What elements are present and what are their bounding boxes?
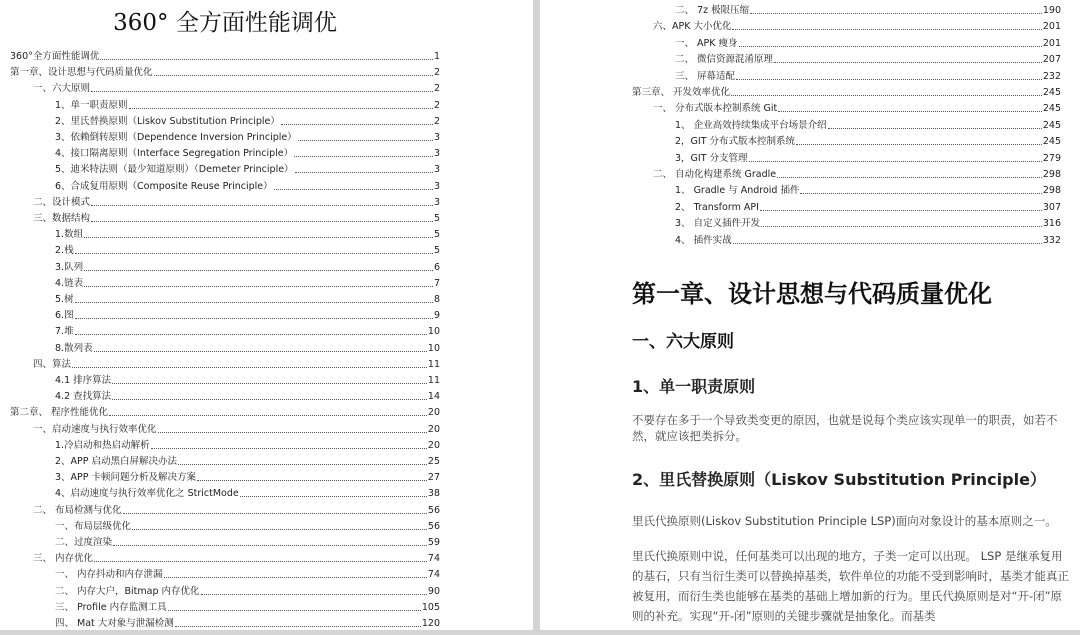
dot-leader — [113, 545, 427, 546]
toc-entry[interactable] — [653, 103, 1061, 115]
toc-entry[interactable] — [55, 278, 440, 290]
toc-entry[interactable] — [55, 343, 440, 355]
toc-entry[interactable] — [55, 229, 440, 241]
dot-leader — [123, 513, 427, 514]
toc-entry-page: 5 — [433, 245, 440, 257]
toc-entry-label: 一、 内存抖动和内存泄漏 — [55, 569, 163, 581]
toc-entry[interactable] — [55, 586, 440, 598]
toc-entry[interactable] — [33, 553, 440, 565]
content-page-right — [540, 0, 1080, 630]
toc-entry-page: 298 — [1042, 185, 1061, 197]
toc-entry-label: 8.散列表 — [55, 342, 93, 354]
dot-leader — [281, 124, 433, 125]
toc-entry-label: 二、 布局检测与优化 — [33, 504, 122, 516]
toc-entry[interactable] — [33, 424, 440, 436]
dot-leader — [84, 286, 433, 287]
dot-leader — [109, 415, 427, 416]
toc-entry-label: 三、 Profile 内存监测工具 — [55, 601, 167, 613]
toc-entry-label: 2、APP 启动黑白屏解决办法 — [55, 456, 178, 467]
toc-entry-label: 四、算法 — [33, 358, 72, 370]
toc-entry[interactable] — [55, 521, 440, 533]
toc-entry-page: 56 — [427, 504, 440, 516]
dot-leader — [749, 161, 1042, 162]
toc-entry-label: 5、迪米特法则（最少知道原则）（Demeter Principle） — [55, 164, 294, 176]
dot-leader — [295, 172, 433, 173]
toc-entry-label: 1、 Gradle 与 Android 插件 — [675, 185, 800, 197]
toc-entry-page: 332 — [1042, 234, 1061, 246]
toc-entry-page: 120 — [421, 618, 440, 629]
toc-entry-page: 74 — [427, 553, 440, 565]
subsection-heading: 1、单一职责原则 — [632, 377, 756, 396]
toc-entry[interactable] — [675, 235, 1061, 247]
toc-entry[interactable] — [653, 21, 1061, 33]
toc-entry[interactable] — [55, 245, 440, 257]
dot-leader — [739, 46, 1042, 47]
toc-entry-label: 第一章、设计思想与代码质量优化 — [10, 67, 153, 79]
dot-leader — [294, 156, 433, 157]
toc-entry-page: 2 — [433, 83, 440, 95]
toc-entry-page: 316 — [1042, 218, 1061, 230]
toc-entry[interactable] — [55, 618, 440, 630]
toc-entry[interactable] — [55, 164, 440, 176]
toc-entry-label: 2、 Transform API — [675, 201, 759, 213]
dot-leader — [796, 144, 1042, 145]
toc-entry-page: 307 — [1042, 201, 1061, 213]
toc-entry-page: 207 — [1042, 54, 1061, 66]
toc-entry-page: 74 — [427, 569, 440, 581]
toc-entry-page: 2 — [433, 67, 440, 79]
toc-entry[interactable] — [10, 407, 440, 419]
toc-entry-label: 一、布局层级优化 — [55, 520, 132, 532]
toc-entry-page: 5 — [433, 213, 440, 224]
toc-entry[interactable] — [55, 132, 440, 144]
toc-entry-page: 105 — [421, 601, 440, 613]
toc-page-left — [0, 0, 533, 630]
dot-leader — [94, 561, 427, 562]
toc-entry-page: 90 — [427, 585, 440, 597]
toc-entry-page: 6 — [433, 261, 440, 273]
toc-entry[interactable] — [675, 185, 1061, 197]
toc-entry-page: 7 — [433, 277, 440, 289]
toc-entry-label: 4.链表 — [55, 277, 84, 289]
toc-entry[interactable] — [675, 38, 1061, 50]
toc-entry[interactable] — [653, 169, 1061, 181]
toc-entry[interactable] — [675, 218, 1061, 230]
toc-entry[interactable] — [55, 440, 440, 452]
toc-entry-label: 3，GIT 分支管理 — [675, 152, 748, 164]
toc-entry-page: 11 — [427, 358, 440, 370]
toc-entry-label: 一、六大原则 — [33, 83, 91, 95]
document-title: 360° 全方面性能调优 — [113, 10, 337, 36]
toc-entry-page: 9 — [433, 310, 440, 322]
toc-entry[interactable] — [55, 391, 440, 403]
dot-leader — [91, 221, 433, 222]
dot-leader — [154, 75, 433, 76]
dot-leader — [240, 496, 427, 497]
toc-entry-label: 一、 分布式版本控制系统 Git — [653, 103, 778, 115]
toc-entry-page: 56 — [427, 520, 440, 532]
dot-leader — [828, 128, 1042, 129]
toc-entry-page: 298 — [1042, 169, 1061, 180]
toc-entry[interactable] — [33, 505, 440, 517]
toc-entry[interactable] — [55, 569, 440, 581]
toc-entry-page: 8 — [433, 294, 440, 305]
toc-entry-label: 6.图 — [55, 310, 74, 322]
dot-leader — [84, 270, 433, 271]
toc-entry-label: 6、合成复用原则（Composite Reuse Principle） — [55, 180, 273, 192]
toc-entry-page: 245 — [1042, 103, 1061, 115]
toc-entry-label: 3、APP 卡顿问题分析及解决方案 — [55, 472, 197, 484]
toc-entry-label: 3、 自定义插件开发 — [675, 218, 761, 230]
toc-entry[interactable] — [33, 83, 440, 95]
toc-entry[interactable] — [55, 116, 440, 128]
toc-entry-page: 27 — [427, 472, 440, 484]
toc-entry[interactable] — [55, 100, 440, 112]
dot-leader — [274, 189, 433, 190]
dot-leader — [75, 253, 433, 254]
toc-entry-label: 1、 企业高效持续集成平台场景介绍 — [675, 119, 827, 131]
paragraph: 里氏代换原则(Liskov Substitution Principle LSP)面向对象设计的基本原则之一。 — [632, 514, 1057, 528]
toc-entry-page: 11 — [427, 375, 440, 386]
dot-leader — [84, 237, 433, 238]
toc-entry-label: 二、 7z 极限压缩 — [675, 5, 750, 16]
dot-leader — [75, 302, 433, 303]
toc-entry-page: 14 — [427, 391, 440, 403]
toc-entry[interactable] — [55, 262, 440, 274]
toc-entry-page: 59 — [427, 537, 440, 548]
toc-entry[interactable] — [55, 602, 440, 614]
toc-entry-label: 4、启动速度与执行效率优化之 StrictMode — [55, 488, 239, 500]
dot-leader — [175, 626, 421, 627]
toc-entry-page: 190 — [1042, 5, 1061, 16]
toc-entry-label: 4、接口隔离原则（Interface Segregation Principle） — [55, 148, 294, 160]
toc-entry[interactable] — [10, 67, 440, 79]
toc-entry-label: 一、启动速度与执行效率优化 — [33, 423, 157, 435]
toc-entry-page: 25 — [427, 456, 440, 467]
toc-entry[interactable] — [55, 456, 440, 468]
toc-entry-label: 第二章、 程序性能优化 — [10, 407, 109, 419]
chapter-heading: 第一章、设计思想与代码质量优化 — [632, 280, 992, 308]
toc-entry-label: 二、设计模式 — [33, 196, 91, 208]
toc-entry-label: 三、数据结构 — [33, 213, 91, 224]
toc-entry-label: 2.栈 — [55, 245, 74, 257]
toc-entry-page: 245 — [1042, 136, 1061, 148]
dot-leader — [201, 594, 427, 595]
toc-entry[interactable] — [675, 120, 1061, 132]
dot-leader — [750, 13, 1042, 14]
dot-leader — [91, 91, 433, 92]
toc-entry-label: 3.队列 — [55, 261, 84, 273]
dot-leader — [800, 193, 1041, 194]
toc-entry-label: 二、 自动化构建系统 Gradle — [653, 169, 777, 180]
toc-entry-label: 4.1 排序算法 — [55, 375, 112, 386]
toc-entry-label: 四、 Mat 大对象与泄漏检测 — [55, 618, 174, 629]
toc-entry[interactable] — [675, 136, 1061, 148]
dot-leader — [736, 79, 1042, 80]
toc-entry-label: 一、 APK 瘦身 — [675, 37, 738, 49]
toc-entry-label: 4、 插件实战 — [675, 234, 732, 246]
toc-entry-label: 三、 屏幕适配 — [675, 70, 736, 82]
toc-entry-label: 4.2 查找算法 — [55, 391, 112, 403]
toc-entry-label: 5.树 — [55, 294, 74, 305]
toc-entry-page: 38 — [427, 488, 440, 500]
dot-leader — [129, 108, 433, 109]
toc-entry[interactable] — [675, 153, 1061, 165]
toc-entry-page: 201 — [1042, 21, 1061, 33]
toc-entry[interactable] — [33, 359, 440, 371]
toc-entry-label: 二、 内存大户，Bitmap 内存优化 — [55, 585, 200, 597]
dot-leader — [112, 383, 427, 384]
toc-entry-label: 第三章、 开发效率优化 — [632, 87, 731, 98]
dot-leader — [761, 226, 1042, 227]
toc-entry[interactable] — [10, 51, 440, 63]
toc-entry[interactable] — [55, 148, 440, 160]
toc-entry-page: 3 — [433, 132, 440, 143]
toc-entry-label: 二、 微信资源混淆原理 — [675, 54, 774, 66]
dot-leader — [298, 140, 433, 141]
toc-entry-label: 2，GIT 分布式版本控制系统 — [675, 136, 796, 148]
toc-entry[interactable] — [55, 326, 440, 338]
toc-entry[interactable] — [55, 294, 440, 306]
paragraph: 里氏代换原则中说，任何基类可以出现的地方，子类一定可以出现。 LSP 是继承复用的基石，只有当衍生类可以替换掉基类，软件单位的功能不受到影响时，基类才能真正被复用，而衍生类也能够在基类的基础上增加新的行为。里氏代换原则是对“开-闭”原则的补充。实现“开-闭”原则的关键步骤就是抽象化。而基类 — [632, 549, 1069, 623]
toc-entry-label: 3、依赖倒转原则（Dependence Inversion Principle） — [55, 132, 297, 143]
toc-entry-page: 10 — [427, 342, 440, 354]
toc-entry[interactable] — [55, 537, 440, 549]
toc-entry-page: 232 — [1042, 70, 1061, 82]
toc-entry[interactable] — [675, 202, 1061, 214]
toc-entry[interactable] — [675, 54, 1061, 66]
paragraph: 不要存在多于一个导致类变更的原因，也就是说每个类应该实现单一的职责，如若不然，就应该把类拆分。 — [632, 413, 1058, 443]
dot-leader — [778, 111, 1042, 112]
toc-entry-page: 3 — [433, 180, 440, 192]
toc-entry-label: 1.数组 — [55, 229, 84, 241]
dot-leader — [100, 59, 433, 60]
toc-entry-page: 3 — [433, 164, 440, 176]
dot-leader — [733, 243, 1042, 244]
dot-leader — [75, 318, 433, 319]
toc-entry-page: 20 — [427, 423, 440, 435]
toc-entry-page: 245 — [1042, 119, 1061, 131]
dot-leader — [178, 464, 427, 465]
toc-entry-label: 1.冷启动和热启动解析 — [55, 439, 150, 451]
toc-entry-page: 20 — [427, 439, 440, 451]
toc-entry-label: 2、里氏替换原则（Liskov Substitution Principle） — [55, 115, 280, 127]
toc-entry[interactable] — [55, 472, 440, 484]
toc-entry-page: 279 — [1042, 152, 1061, 164]
dot-leader — [777, 177, 1042, 178]
toc-entry-page: 2 — [433, 115, 440, 127]
toc-entry-page: 2 — [433, 99, 440, 111]
toc-entry[interactable] — [55, 310, 440, 322]
toc-entry-label: 360°全方面性能调优 — [10, 51, 100, 62]
toc-entry[interactable] — [33, 213, 440, 225]
dot-leader — [774, 62, 1042, 63]
dot-leader — [75, 334, 427, 335]
dot-leader — [731, 95, 1042, 96]
toc-entry-page: 10 — [427, 326, 440, 338]
dot-leader — [158, 432, 427, 433]
toc-entry[interactable] — [675, 71, 1061, 83]
dot-leader — [72, 367, 427, 368]
toc-entry-label: 三、 内存优化 — [33, 553, 94, 565]
dot-leader — [151, 448, 427, 449]
toc-entry-page: 245 — [1042, 87, 1061, 98]
dot-leader — [197, 480, 427, 481]
toc-entry-label: 1、单一职责原则 — [55, 99, 128, 111]
dot-leader — [760, 210, 1042, 211]
dot-leader — [132, 529, 427, 530]
toc-entry-page: 201 — [1042, 37, 1061, 49]
toc-entry-page: 20 — [427, 407, 440, 419]
toc-entry[interactable] — [55, 181, 440, 193]
dot-leader — [94, 351, 427, 352]
toc-entry-page: 1 — [433, 51, 440, 62]
dot-leader — [164, 577, 427, 578]
subsection-heading: 2、里氏替换原则（Liskov Substitution Principle） — [632, 470, 1046, 489]
section-heading: 一、六大原则 — [632, 332, 734, 352]
toc-entry[interactable] — [675, 5, 1061, 17]
toc-entry-label: 7.堆 — [55, 326, 74, 338]
dot-leader — [112, 399, 427, 400]
toc-entry-label: 六、APK 大小优化 — [653, 21, 732, 33]
dot-leader — [168, 610, 421, 611]
dot-leader — [91, 205, 433, 206]
dot-leader — [732, 29, 1041, 30]
toc-entry[interactable] — [55, 488, 440, 500]
toc-entry-page: 5 — [433, 229, 440, 241]
toc-entry-label: 二、过度渲染 — [55, 537, 113, 548]
toc-entry[interactable] — [632, 87, 1061, 99]
toc-entry-page: 3 — [433, 148, 440, 160]
toc-entry-page: 3 — [433, 196, 440, 208]
toc-entry[interactable] — [55, 375, 440, 387]
toc-entry[interactable] — [33, 197, 440, 209]
